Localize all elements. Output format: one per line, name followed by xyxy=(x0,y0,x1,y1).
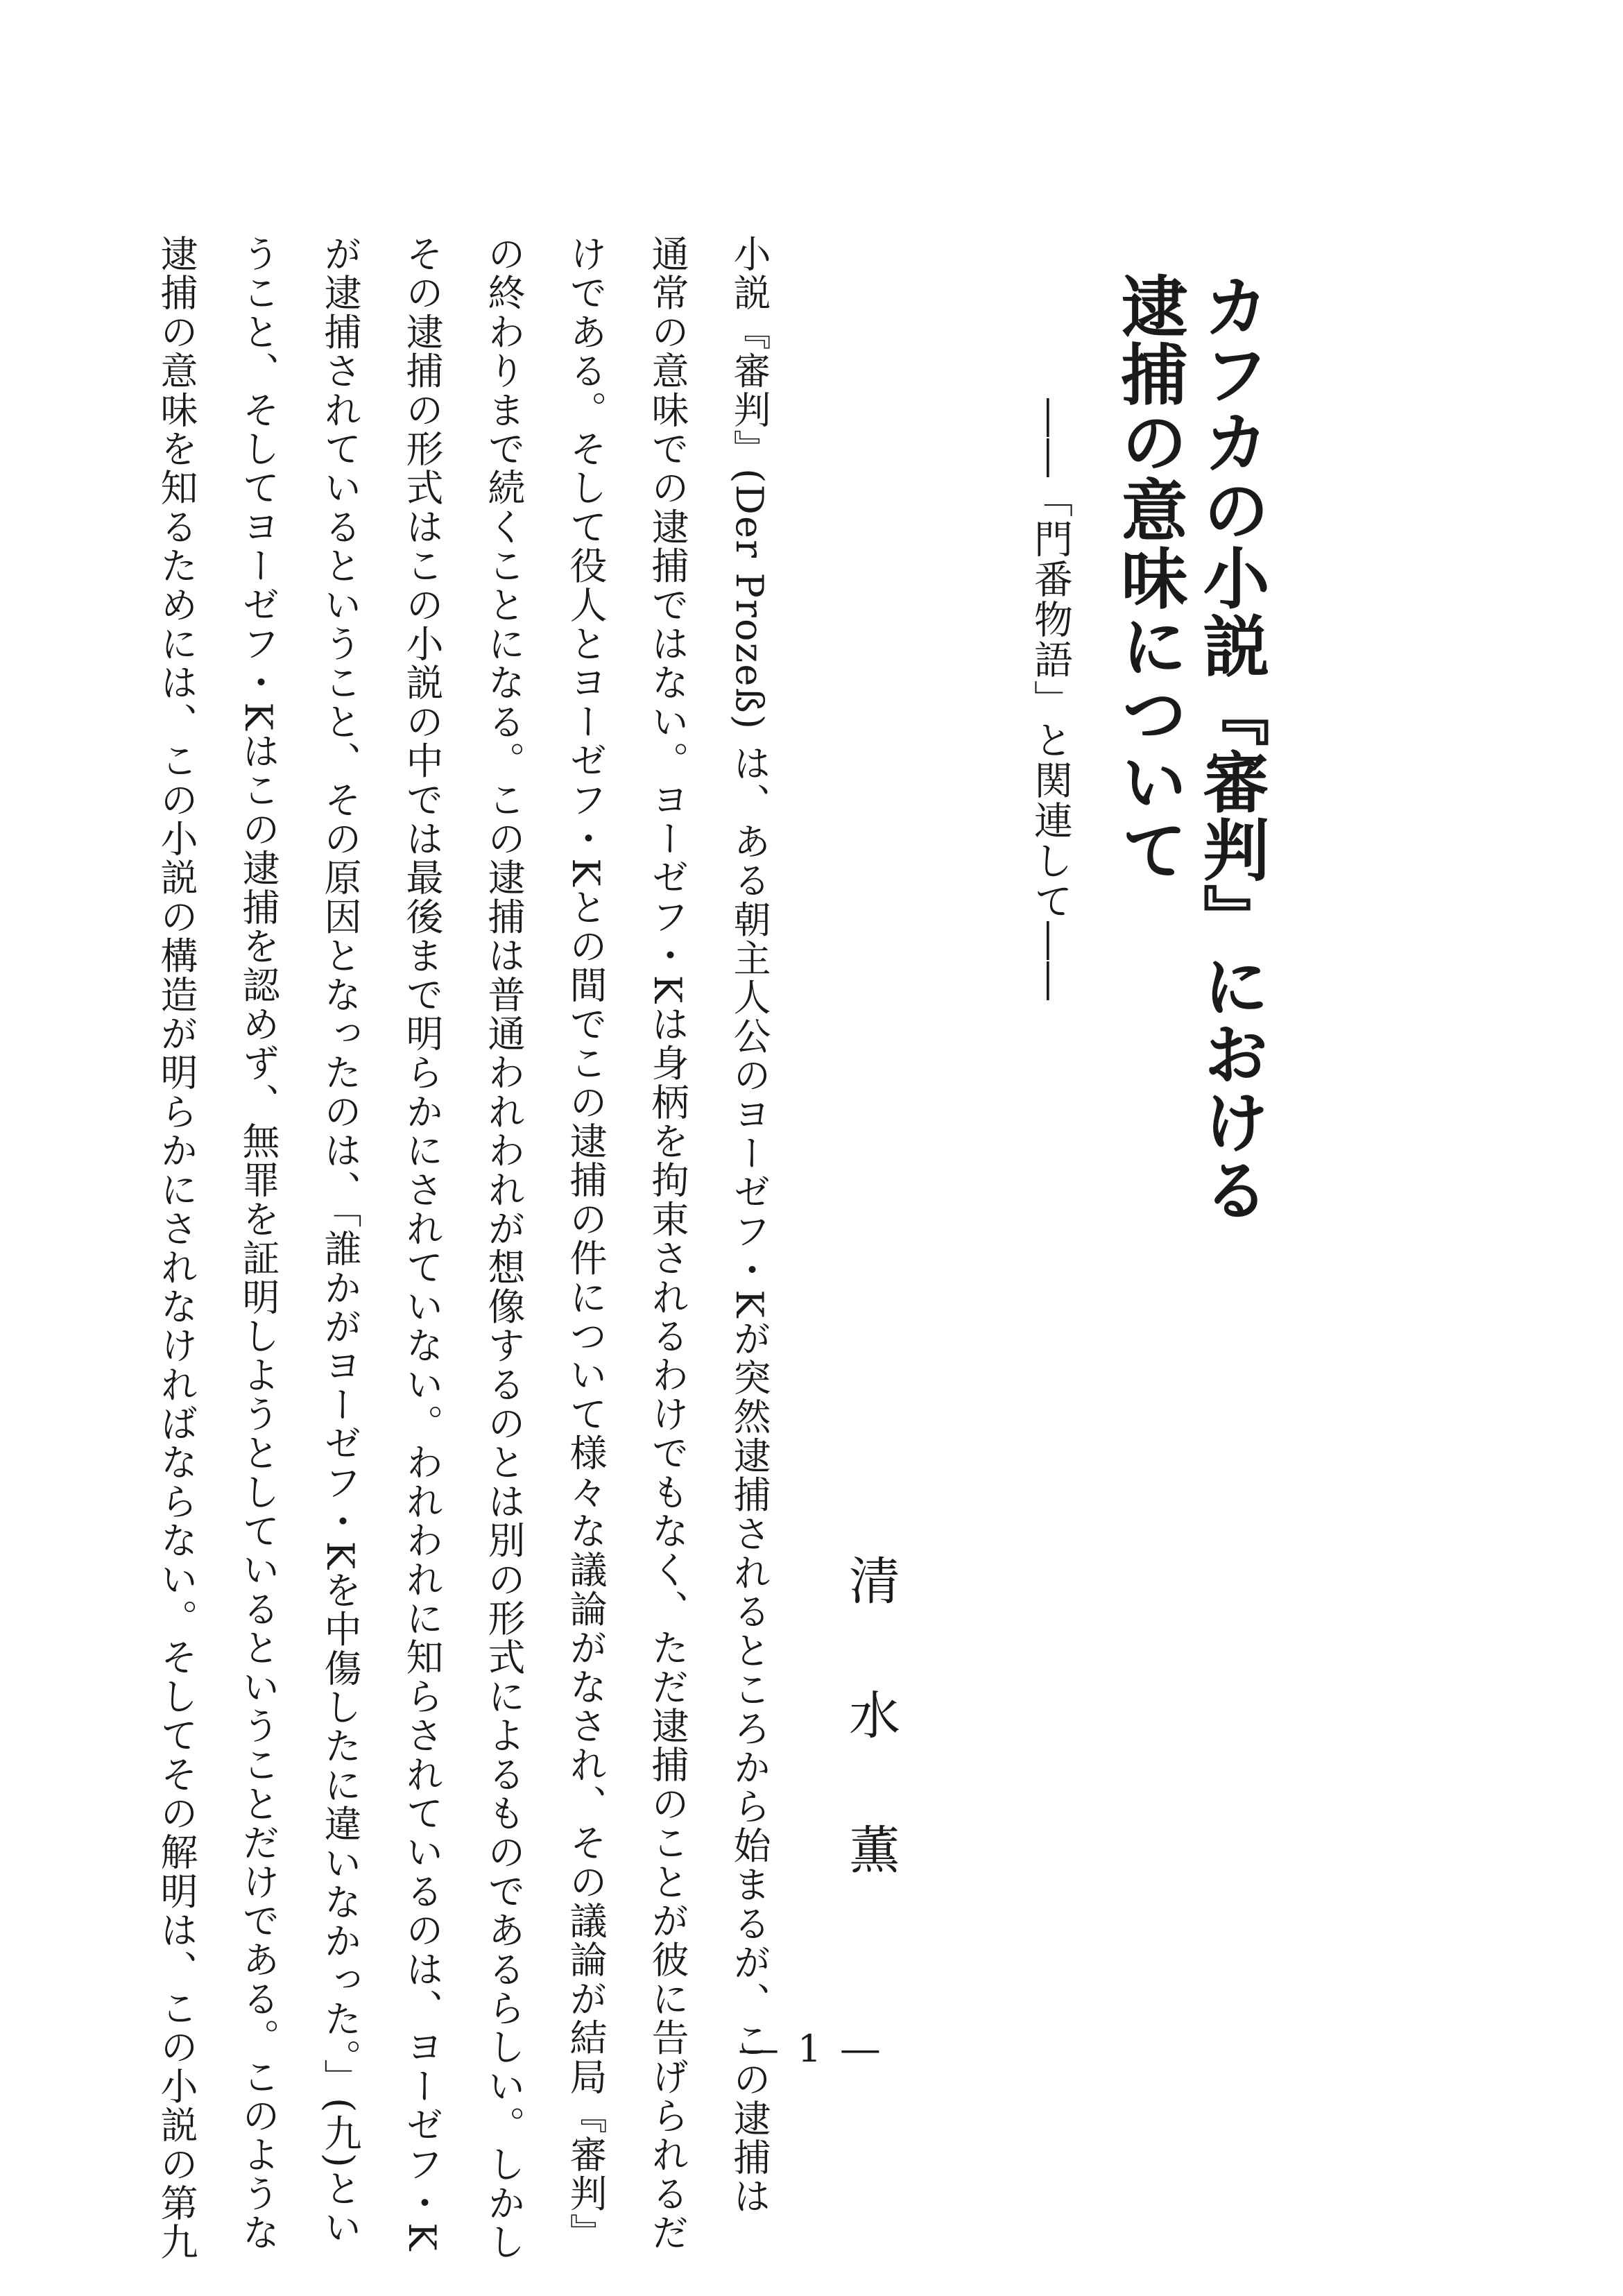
body-column-6: が逮捕されているということ、その原因となったのは、「誰かがヨーゼフ・Kを中傷したに違いなかった。」(九)とい xyxy=(318,234,362,2247)
body-column-4: の終わりまで続くことになる。この逮捕は普通われわれが想像するのとは別の形式によるものであるらしい。しかし xyxy=(482,234,526,2262)
title-line-2: 逮捕の意味について xyxy=(1110,272,1189,884)
title-line-1: カフカの小説『審判』における xyxy=(1192,272,1271,1224)
body-column-1: 小説『審判』(Der Prozeß) は、ある朝主人公のヨーゼフ・Kが突然逮捕されるところから始まるが、この逮捕は xyxy=(728,234,771,2216)
body-column-5: その逮捕の形式はこの小説の中では最後まで明らかにされていない。われわれに知らされているのは、ヨーゼフ・K xyxy=(400,234,444,2252)
body-column-7: うこと、そしてヨーゼフ・Kはこの逮捕を認めず、無罪を証明しようとしているということだけである。このような xyxy=(237,234,280,2252)
body-column-8: 逮捕の意味を知るためには、この小説の構造が明らかにされなければならない。そしてその解明は、この小説の第九 xyxy=(155,234,198,2262)
body-column-3: けである。そして役人とヨーゼフ・Kとの間でこの逮捕の件について様々な議論がなされ、その議論が結局『審判』 xyxy=(564,234,608,2252)
subtitle: ――「門番物語」と関連して―― xyxy=(1028,398,1073,1002)
body-column-2: 通常の意味での逮捕ではない。ヨーゼフ・Kは身柄を拘束されるわけでもなく、ただ逮捕のことが彼に告げられるだ xyxy=(646,234,689,2252)
author-name: 清水薫 xyxy=(841,1554,900,1957)
page-number: ― 1 ― xyxy=(739,2027,884,2071)
